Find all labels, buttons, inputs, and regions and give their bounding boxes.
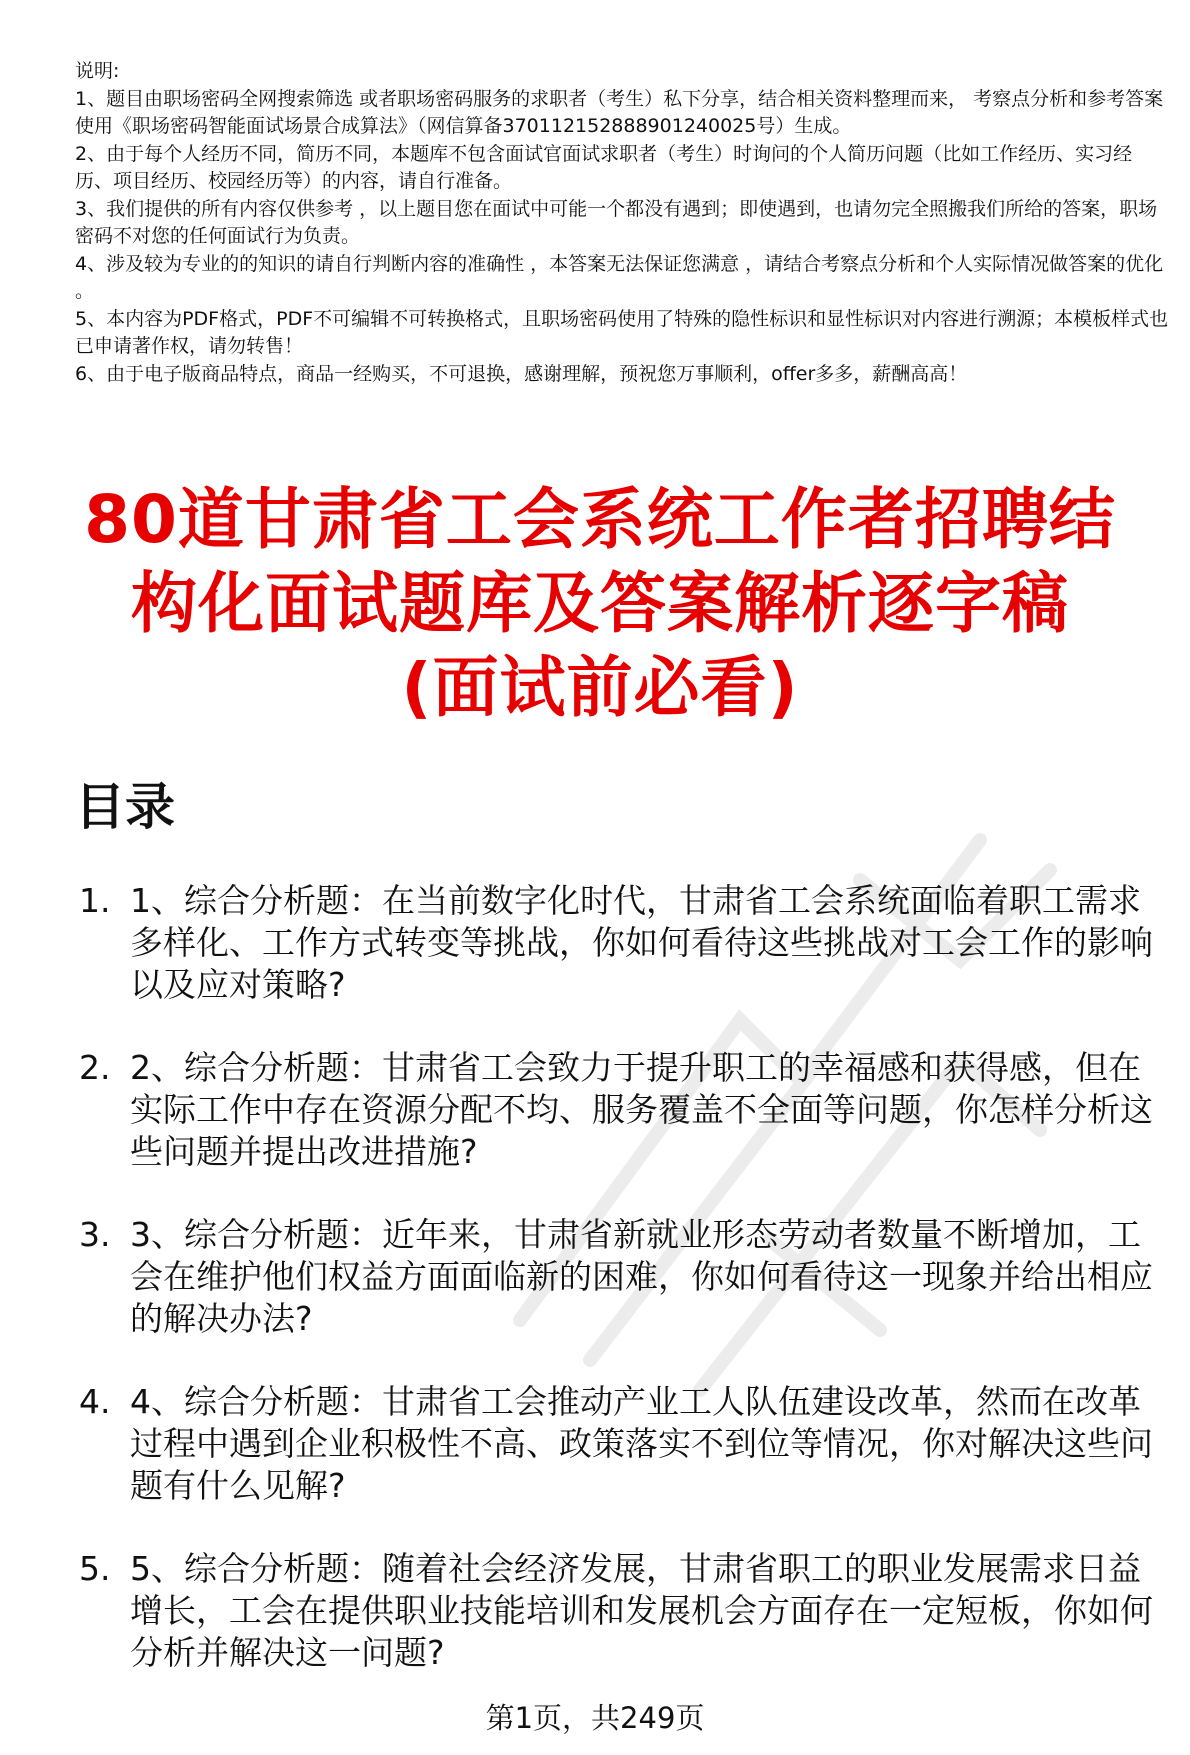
notes-heading: 说明: xyxy=(75,60,120,82)
title-line-3: (面试前必看) xyxy=(401,649,799,726)
toc-item[interactable] xyxy=(75,1548,1170,1674)
toc-item[interactable] xyxy=(75,1047,1170,1173)
note-item-6: 6、由于电子版商品特点，商品一经购买，不可退换，感谢理解，预祝您万事顺利，offer多多，薪酬高高！ xyxy=(75,362,968,385)
page-number-footer: 第1页，共249页 xyxy=(485,1701,705,1735)
note-item-2: 2、由于每个人经历不同，简历不同，本题库不包含面试官面试求职者（考生）时询问的个人简历问题（比如工作经历、实习经历、项目经历、校园经历等）的内容，请自行准备。 xyxy=(75,142,1133,192)
note-item-1: 1、题目由职场密码全网搜索筛选 或者职场密码服务的求职者（考生）私下分享，结合相关资料整理而来， 考察点分析和参考答案使用《职场密码智能面试场景合成算法》（网信算备370112152888901240025号）生成。 xyxy=(75,87,1164,137)
toc-item-number: 4. xyxy=(79,1382,111,1421)
toc-item-text: 3、综合分析题：近年来，甘肃省新就业形态劳动者数量不断增加，工会在维护他们权益方面面临新的困难，你如何看待这一现象并给出相应的解决办法? xyxy=(130,1215,1153,1338)
toc-item[interactable] xyxy=(75,1214,1170,1340)
title-line-2: 构化面试题库及答案解析逐字稿 xyxy=(131,565,1069,642)
title-line-1: 80道甘肃省工会系统工作者招聘结 xyxy=(84,481,1116,558)
toc-item[interactable] xyxy=(75,1381,1170,1507)
toc-item-number: 5. xyxy=(79,1549,111,1588)
note-item-4: 4、涉及较为专业的的知识的请自行判断内容的准确性 ，本答案无法保证您满意 ，请结合考察点分析和个人实际情况做答案的优化 。 xyxy=(75,252,1164,302)
document-title xyxy=(60,478,1140,730)
toc-list xyxy=(75,880,1170,1715)
toc-item-text: 1、综合分析题：在当前数字化时代，甘肃省工会系统面临着职工需求多样化、工作方式转变等挑战，你如何看待这些挑战对工会工作的影响以及应对策略? xyxy=(130,881,1153,1004)
toc-heading: 目录 xyxy=(75,778,175,836)
disclaimer-notes xyxy=(75,58,1170,388)
toc-item-text: 5、综合分析题：随着社会经济发展，甘肃省职工的职业发展需求日益增长，工会在提供职业技能培训和发展机会方面存在一定短板，你如何分析并解决这一问题? xyxy=(130,1549,1153,1672)
toc-item-number: 2. xyxy=(79,1048,111,1087)
note-item-3: 3、我们提供的所有内容仅供参考 ，以上题目您在面试中可能一个都没有遇到；即使遇到，也请勿完全照搬我们所给的答案，职场密码不对您的任何面试行为负责。 xyxy=(75,197,1158,247)
toc-item-text: 2、综合分析题：甘肃省工会致力于提升职工的幸福感和获得感，但在实际工作中存在资源分配不均、服务覆盖不全面等问题，你怎样分析这些问题并提出改进措施? xyxy=(130,1048,1153,1171)
note-item-5: 5、本内容为PDF格式，PDF不可编辑不可转换格式，且职场密码使用了特殊的隐性标识和显性标识对内容进行溯源；本模板样式也已申请著作权，请勿转售！ xyxy=(75,307,1169,357)
toc-item-number: 1. xyxy=(79,881,111,920)
toc-item[interactable] xyxy=(75,880,1170,1006)
toc-item-text: 4、综合分析题：甘肃省工会推动产业工人队伍建设改革，然而在改革过程中遇到企业积极性不高、政策落实不到位等情况，你对解决这些问题有什么见解? xyxy=(130,1382,1153,1505)
toc-item-number: 3. xyxy=(79,1215,111,1254)
